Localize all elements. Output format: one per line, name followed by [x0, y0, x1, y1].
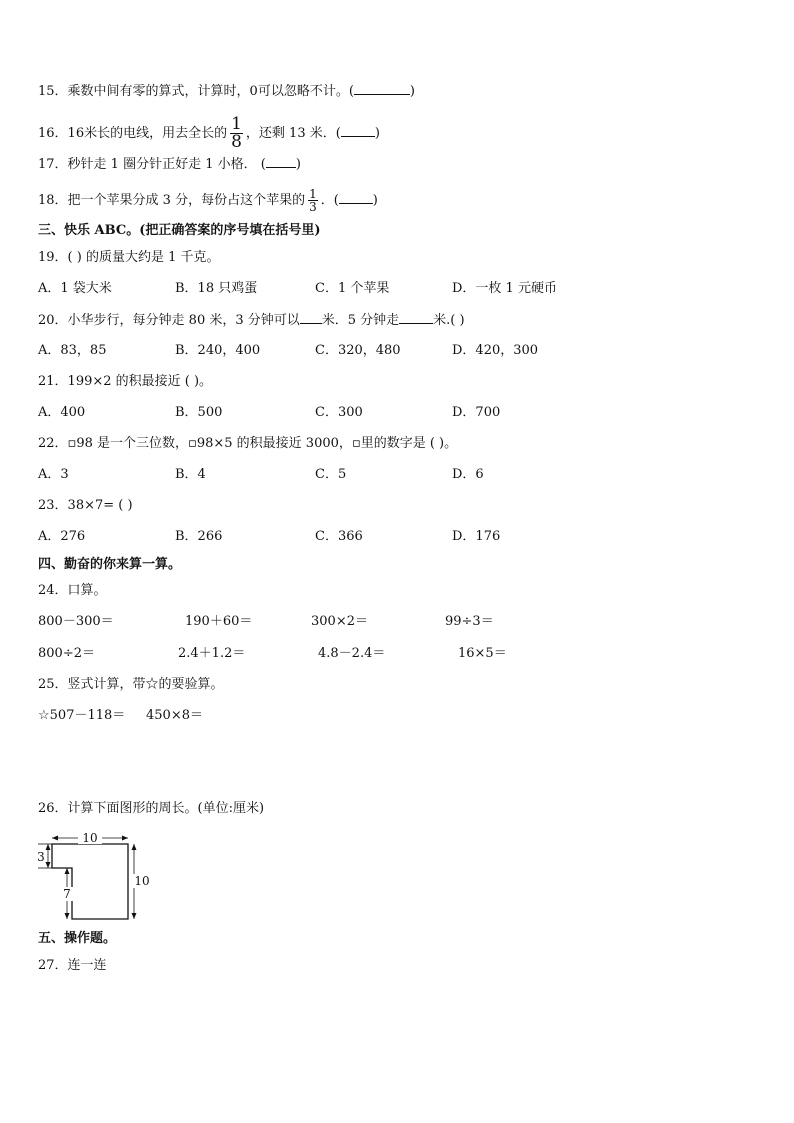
perimeter-figure	[34, 830, 154, 924]
option-b[interactable]: B．18 只鸡蛋	[175, 281, 258, 296]
option-d[interactable]: D．6	[452, 467, 484, 482]
option-a[interactable]: A．276	[38, 529, 86, 544]
option-c[interactable]: C．320，480	[315, 343, 401, 358]
question-23: 23．38×7= ( )	[38, 498, 133, 513]
label-right: 10	[134, 874, 150, 888]
question-26: 26．计算下面图形的周长。(单位:厘米)	[38, 801, 265, 816]
question-15: 15．乘数中间有零的算式，计算时，0可以忽略不计。( )	[38, 84, 415, 99]
figure-outline	[52, 844, 128, 919]
vertical-calc-item: ☆507－118＝	[38, 708, 126, 723]
answer-blank[interactable]	[354, 82, 410, 95]
mental-calc-item: 2.4＋1.2＝	[178, 646, 246, 661]
option-a[interactable]: A．1 袋大米	[38, 281, 112, 296]
fraction: $\frac{1}{8}$	[231, 114, 242, 152]
option-c[interactable]: C．300	[315, 405, 363, 420]
label-left-short: 3	[37, 850, 45, 864]
label-left-long: 7	[63, 887, 71, 901]
answer-blank[interactable]	[341, 124, 375, 137]
mental-calc-item: 300×2＝	[311, 614, 368, 629]
answer-blank[interactable]	[339, 191, 373, 204]
question-24: 24．口算。	[38, 583, 107, 598]
mental-calc-item: 190＋60＝	[185, 614, 253, 629]
option-d[interactable]: D．176	[452, 529, 501, 544]
option-b[interactable]: B．4	[175, 467, 206, 482]
option-b[interactable]: B．266	[175, 529, 223, 544]
question-18: 18．把一个苹果分成 3 分，每份占这个苹果的 $\frac{1}{3}$ ．( )	[38, 187, 378, 214]
section-5-heading: 五、操作题。	[38, 931, 117, 946]
option-d[interactable]: D．420，300	[452, 343, 539, 358]
option-d[interactable]: D．一枚 1 元硬币	[452, 281, 557, 296]
option-a[interactable]: A．83，85	[38, 343, 107, 358]
question-20: 20．小华步行，每分钟走 80 米，3 分钟可以 米．5 分钟走 米.( )	[38, 313, 465, 328]
option-d[interactable]: D．700	[452, 405, 501, 420]
section-3-heading: 三、快乐 ABC。(把正确答案的序号填在括号里)	[38, 223, 321, 238]
question-27: 27．连一连	[38, 958, 107, 973]
question-22: 22．▫98 是一个三位数，▫98×5 的积最接近 3000，▫里的数字是 ( )。	[38, 436, 458, 451]
option-c[interactable]: C．5	[315, 467, 347, 482]
label-top: 10	[82, 831, 98, 845]
question-17: 17．秒针走 1 圈分针正好走 1 小格． ( )	[38, 157, 301, 172]
option-c[interactable]: C．366	[315, 529, 363, 544]
answer-blank[interactable]	[266, 155, 296, 168]
mental-calc-item: 16×5＝	[458, 646, 507, 661]
option-a[interactable]: A．3	[38, 467, 69, 482]
mental-calc-item: 4.8－2.4＝	[318, 646, 386, 661]
mental-calc-item: 99÷3＝	[445, 614, 494, 629]
option-b[interactable]: B．240，400	[175, 343, 261, 358]
section-4-heading: 四、勤奋的你来算一算。	[38, 557, 182, 572]
answer-blank[interactable]	[399, 311, 433, 324]
vertical-calc-item: 450×8＝	[146, 708, 203, 723]
option-c[interactable]: C．1 个苹果	[315, 281, 390, 296]
mental-calc-item: 800÷2＝	[38, 646, 95, 661]
question-21: 21．199×2 的积最接近 ( )。	[38, 374, 213, 389]
option-a[interactable]: A．400	[38, 405, 86, 420]
question-19: 19．( ) 的质量大约是 1 千克。	[38, 250, 220, 265]
fraction: $\frac{1}{3}$	[309, 187, 317, 214]
question-25: 25．竖式计算，带☆的要验算。	[38, 677, 224, 692]
answer-blank[interactable]	[300, 311, 322, 324]
question-16: 16．16米长的电线，用去全长的 $\frac{1}{8}$ ，还剩 13 米．( )	[38, 114, 380, 152]
mental-calc-item: 800－300＝	[38, 614, 114, 629]
option-b[interactable]: B．500	[175, 405, 223, 420]
